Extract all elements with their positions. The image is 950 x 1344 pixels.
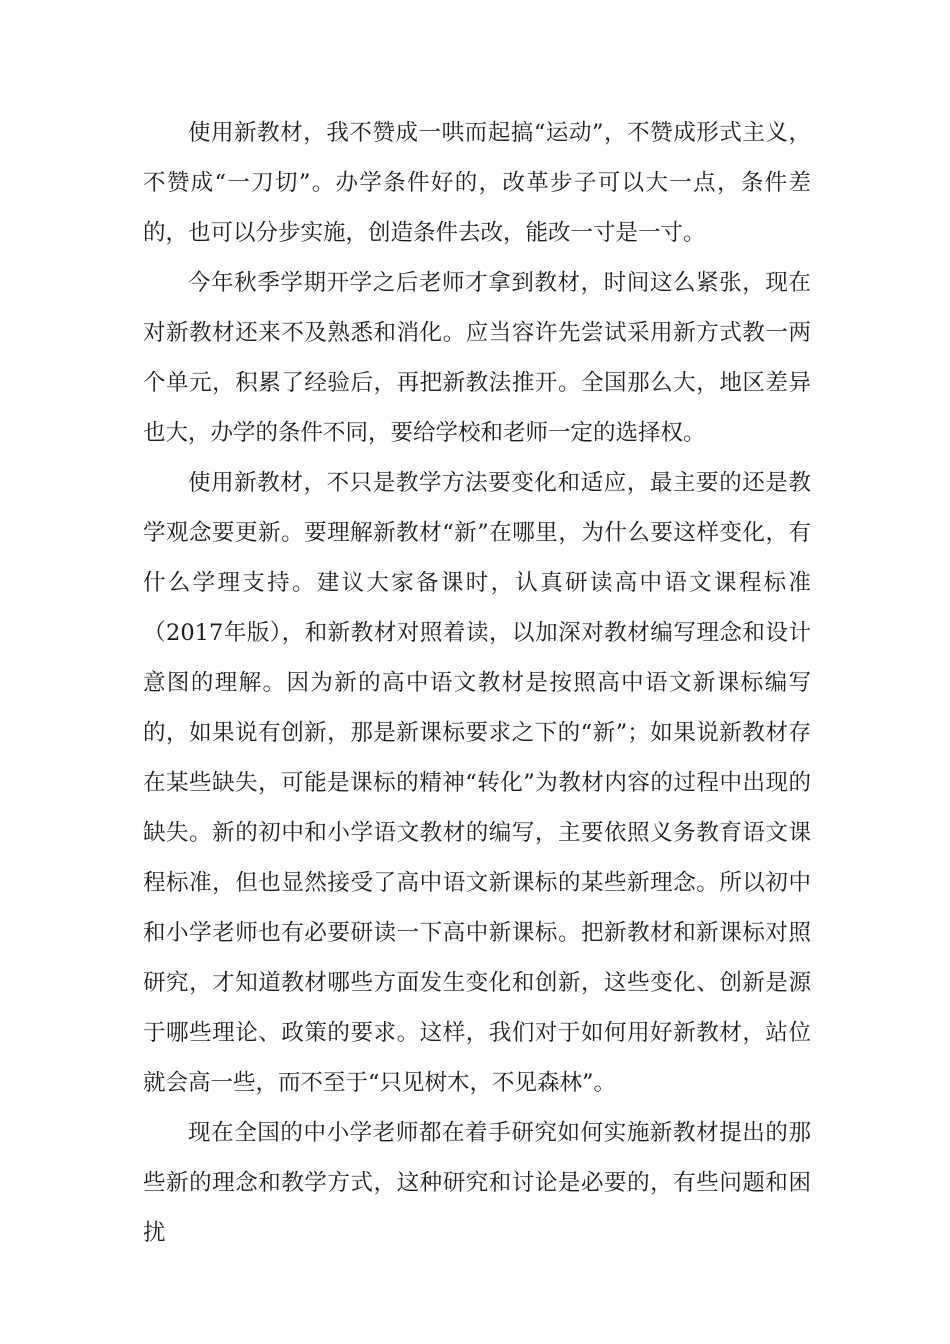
document-body [143, 108, 811, 1258]
paragraph-1: 使用新教材，我不赞成一哄而起搞“运动”，不赞成形式主义，不赞成“一刀切”。办学条件好的，改革步子可以大一点，条件差的，也可以分步实施，创造条件去改，能改一寸是一寸。 [143, 120, 811, 246]
paragraph-4: 现在全国的中小学老师都在着手研究如何实施新教材提出的那些新的理念和教学方式，这种研究和讨论是必要的，有些问题和困扰 [143, 1120, 811, 1246]
paragraph-3: 使用新教材，不只是教学方法要变化和适应，最主要的还是教学观念要更新。要理解新教材“新”在哪里，为什么要这样变化，有什么学理支持。建议大家备课时，认真研读高中语文课程标准（2017年版），和新教材对照着读，以加深对教材编写理念和设计意图的理解。因为新的高中语文教材是按照高中语文新课标编写的，如果说有创新，那是新课标要求之下的“新”；如果说新教材存在某些缺失，可能是课标的精神“转化”为教材内容的过程中出现的缺失。新的初中和小学语文教材的编写，主要依照义务教育语文课程标准，但也显然接受了高中语文新课标的某些新理念。所以初中和小学老师也有必要研读一下高中新课标。把新教材和新课标对照研究，才知道教材哪些方面发生变化和创新，这些变化、创新是源于哪些理论、政策的要求。这样，我们对于如何用好新教材，站位就会高一些，而不至于“只见树木，不见森林”。 [143, 470, 811, 1096]
paragraph-2: 今年秋季学期开学之后老师才拿到教材，时间这么紧张，现在对新教材还来不及熟悉和消化。应当容许先尝试采用新方式教一两个单元，积累了经验后，再把新教法推开。全国那么大，地区差异也大，办学的条件不同，要给学校和老师一定的选择权。 [143, 270, 811, 446]
